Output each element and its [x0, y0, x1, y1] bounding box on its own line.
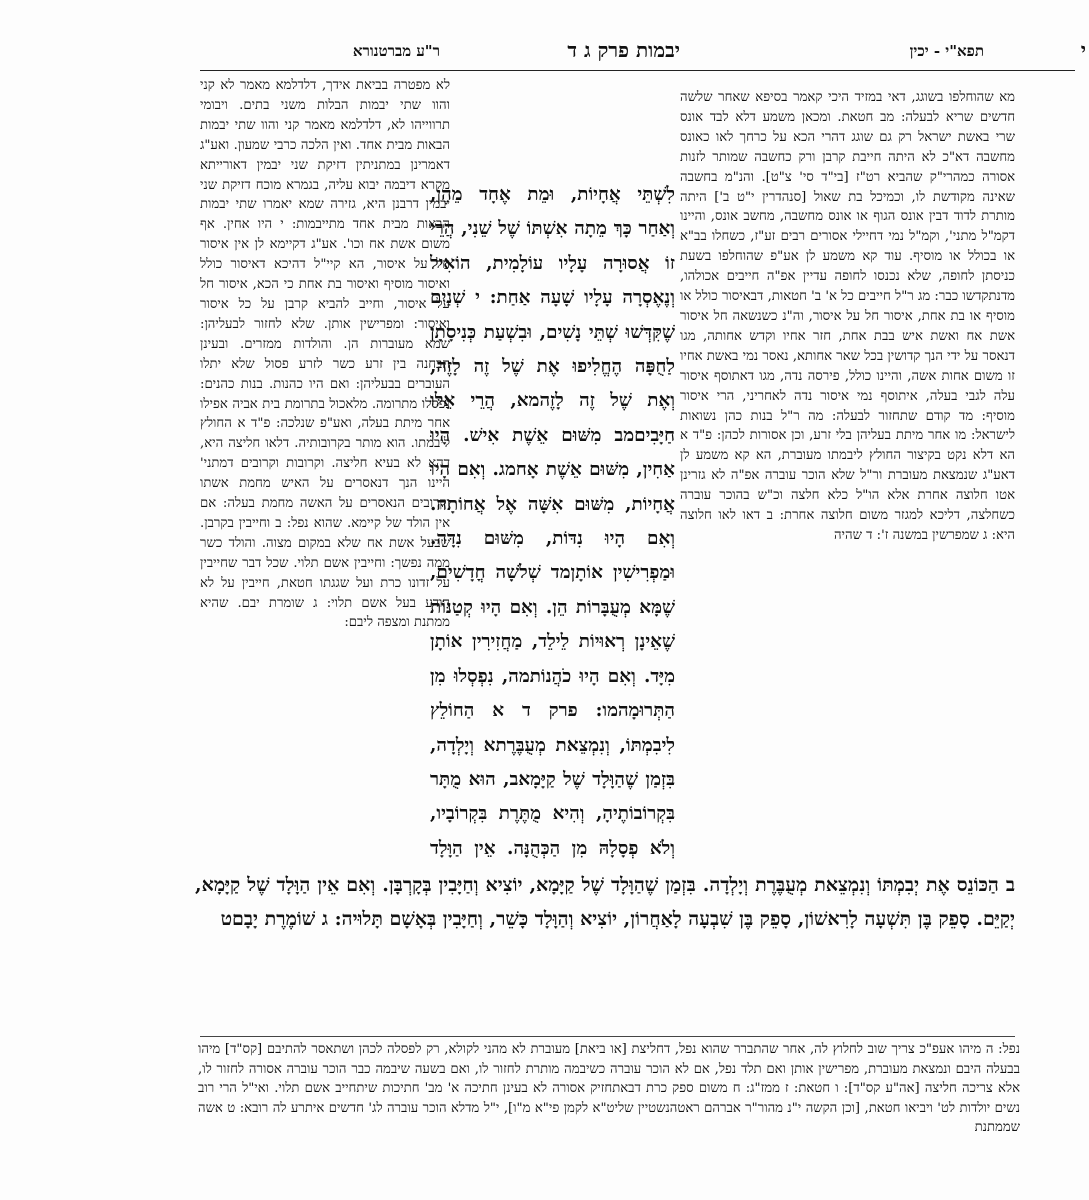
bartenura-column	[200, 76, 450, 866]
header-left-commentary-title: תפא"י - יכין	[909, 42, 984, 60]
tiferet-yisrael-text: מא שהוחלפו בשוגג, דאי במזיד היכי קאמר בסיפא שאחר שלשה חדשים שריא לבעלה: מב חטאת. ומכאן משמע דלא לבד אונס שרי באשת ישראל רק גם שוגג דהרי הכא על כרחך לאו כאונס מחשבה דא"כ לא היתה חייבת קרבן ורק כחשבה שמותר לזנות אסורה כמהרי"ק שהביא רט"ז [בי"ד סי' צ"ט]. והנ"מ בחשבה שאינה מקודשת לו, וכמיכל בת שאול [סנהדרין י"ט ב'] היתה מותרת לדוד דבין אונס הגוף או אונס מחשבה, מחשב אונס, והיינו דקמ"ל מתני', וקמ"ל נמי דחיילי אסורים רבים זע"ז, כשחלו בב"א או בכולל או מוסיף. עוד קא משמע לן אע"פ שהוחלפו בשעת כניסתן לחופה, שלא נכנסו לחופה עדיין אפ"ה חייבים אכולהו, מדנתקדשו כבר: מג ר"ל חייבים כל א' ב' חטאות, דבאיסור כולל או מוסיף או בת אחת, איסור חל על איסור, וה"נ כשנשאה חל איסור אשת אח ואשת איש בבת אחת, חזר אחיו וקדש אחותה, מגו דנאסר על ידי הנך קדושין בכל שאר אחותא, נאסר נמי באשת אחיו זו משום אחות אשה, והיינו כולל, פירסה נדה, מגו דאתוסף איסור עלה לגבי בעלה, איתוסף נמי איסור נדה לאחריני, הרי איסור מוסיף: מד קודם שתחזור לבעלה: מה ר"ל בנות כהן נשואות לישראל: מו אחר מיתת בעליהן בלי זרע, וכן אסורות לכהן: פ"ד א הא דלא נקט בקיצור החולץ ליבמתו מעוברת, הא קא משמע לן דאע"ג שנמצאת מעוברת ור"ל שלא הוכר עוברה אפ"ה לא גזרינן אטו חלוצה אחרת אלא הו"ל כלא חלצה וכ"ש בהוכר עוברה כשחלצה, דליכא למגזר משום חלוצה אחרת: ב דאו לאו חלוצה היא: ג שמפרשין במשנה ז': ד שהיה	[680, 90, 1015, 543]
mishna-wide-text: ב הַכּוֹנֵס אֶת יְבִמְתּוֹ וְנִמְצֵאת מְעֻבֶּרֶת וְיָלְדָה. בִּזְמַן שֶׁהַוָּלָד שֶׁל קַיָּמָא, יוֹצִיא וְחַיָּבִין בְּקָרְבָּן. וְאִם אֵין הַוָּלָד שֶׁל קַיָּמָא, יְקַיֵּם. סָפֵק בֶּן תִּשְׁעָה לָרִאשׁוֹן, סָפֵק בֶּן שִׁבְעָה לָאַחֲרוֹן, יוֹצִיא וְהַוָּלָד כָּשֵׁר, וְחַיָּבִין בְּאָשָׁם תָּלוּיה: ג שׁוֹמֶרֶת יָבָםט	[195, 874, 1015, 931]
mishna-column	[430, 178, 675, 868]
footnotes-block	[198, 1040, 1020, 1160]
mishna-text: לִשְׁתֵּי אֲחָיוֹת, וּמֵת אֶחָד מֵהֶן, וְאַחַר כָּךְ מֵתָה אִשְׁתּוֹ שֶׁל שֵׁנִי, הֲרֵי זוֹ אֲסוּרָה עָלָיו עוֹלָמִית, הוֹאִיל וְנֶאֶסְרָה עָלָיו שָׁעָה אַחַת: י שְׁנַיִם שֶׁקִּדְּשׁוּ שְׁתֵּי נָשִׁים, וּבִשְׁעַת כְּנִיסָתָן לַחֻפָּה הֶחֱלִיפוּ אֶת שֶׁל זֶה לָזֶה, וְאֶת שֶׁל זֶה לָזֶהמא, הֲרֵי אֵלּוּ חַיָּבִיםמב מִשּׁוּם אֵשֶׁת אִישׁ. הָיוּ אַחִין, מִשּׁוּם אֵשֶׁת אָחמג. וְאִם הָיוּ אֲחָיוֹת, מִשּׁוּם אִשָּׁה אֶל אֲחוֹתָהּ. וְאִם הָיוּ נִדּוֹת, מִשּׁוּם נִדָּה. וּמַפְרִישִׁין אוֹתָןמד שְׁלֹשָׁה חֳדָשִׁים, שֶׁמָּא מְעֻבָּרוֹת הֵן. וְאִם הָיוּ קְטַנּוֹת שֶׁאֵינָן רְאוּיוֹת לֵילֵד, מַחֲזִירִין אוֹתָן מִיָּד. וְאִם הָיוּ כֹהֲנוֹתמה, נִפְסְלוּ מִן הַתְּרוּמָהמו: פרק ד א הַחוֹלֵץ לִיבִמְתּוֹ, וְנִמְצֵאת מְעֻבֶּרֶתא וְיָלְדָה, בִּזְמַן שֶׁהַוָּלָד שֶׁל קַיָּמָאב, הוּא מֻתָּר בִּקְרוֹבוֹתֶיהָ, וְהִיא מֻתֶּרֶת בִּקְרוֹבָיו, וְלֹא פְסָלָהּ מִן הַכְּהֻנָּה. אֵין הַוָּלָד	[430, 184, 675, 859]
footnote-rule	[200, 1036, 1015, 1037]
page-header	[60, 38, 1089, 72]
bartenura-text: לא מפטרה בביאת אידך, דלדלמא מאמר לא קני והוו שתי יבמות הבלות משני בתים. ויבומי תרווייהו לא, דלדלמא מאמר קני והוו שתי יבמות הבאות מבית אחד. ואין הלכה כרבי שמעון. ואע"ג דאמרינן במתניתין דזיקת שני יבמין דאורייתא מקרא דיבמה יבוא עליה, בגמרא מוכח דזיקת שני יבמין דרבנן היא, גזירה שמא יאמרו שתי יבמות הבאות מבית אחד מתייבמות: י היו אחין. אף משום אשת אח וכו'. אע"ג דקיימא לן אין איסור חל על איסור, הא קיי"ל דהיכא דאיסור כולל ואיסור מוסיף ואיסור בת אחת כי הכא, איסור חל על איסור, וחייב להביא קרבן על כל איסור ואיסור: ומפרישין אותן. שלא לחזור לבעליהן: שמא מעוברות הן. והולדות ממזרים. ובעינן הבחנה בין זרע כשר לזרע פסול שלא יתלו העוברים בבעליהן: ואם היו כהנות. בנות כהנים: נפסלו מתרומה. מלאכול בתרומת בית אביה אפילו אחר מיתת בעלה, ואע"פ שנלכה: פ"ד א החולץ ליבמתו. הוא מותר בקרובותיה. דלאו חליצה היא, דהא לא בעיא חליצה. וקרובות וקרובים דמתני' היינו הנך דנאסרים על האיש מחמת אשתו וקרובים הנאסרים על האשה מחמת בעלה: אם אין הולד של קיימא. שהוא נפל: ב וחייבין בקרבן. שבעל אשת אח שלא במקום מצוה. והולד כשר ממה נפשך: וחייבין אשם תלוי. שכל דבר שחייבין על זדונו כרת ועל שגגתו חטאת, חייבין על לא הודע בעל אשם תלוי: ג שומרת יבם. שהיא ממתנת ומצפה ליבם:	[200, 78, 450, 631]
header-bartenura-title: ר"ע מברטנורא	[352, 42, 440, 60]
header-rule	[200, 70, 1075, 71]
footnotes-text: נפל: ה מיהו אעפ"כ צריך שוב לחלוץ לה, אחר שהתברר שהוא נפל, דחליצת [או ביאת] מעוברת לא מהני לקולא, רק לפסלה לכהן ושתאסר להתיבם [קס"ד] מיהו בבעלה היבם ונמצאת מעוברת, מפרישין אותן ואם תלד נפל, אם לא הוכר עוברה כשיבמה מותרת לחזור לו, ואם בשעה שיבמה כבר הוכר עוברה אסורה לחזור לו, אלא צריכה חליצה [אה"ע קס"ד]: ו חטאת: ז ממז"ג: ח משום ספק כרת דבאתחזיק אסורה לא בעינן חתיכה א' מב' חתיכות שיתחייב אשם תלוי. ואי"ל הרי רוב נשים יולדות לט' ויביאו חטאת, [וכן הקשה י"נ מהור"ר אברהם ראטהנשטיין שליט"א לקמן פי"א מ"ו], י"ל מדלא הוכר עוברה לג' חדשים איתרע לה רובא: ט אשה שממתנת	[198, 1042, 1020, 1136]
folio-number: י	[1080, 38, 1086, 62]
mishna-wide-block	[195, 868, 1015, 1030]
header-tractate-title: יבמות פרק ג ד	[567, 38, 680, 62]
tiferet-yisrael-column	[680, 88, 1015, 966]
